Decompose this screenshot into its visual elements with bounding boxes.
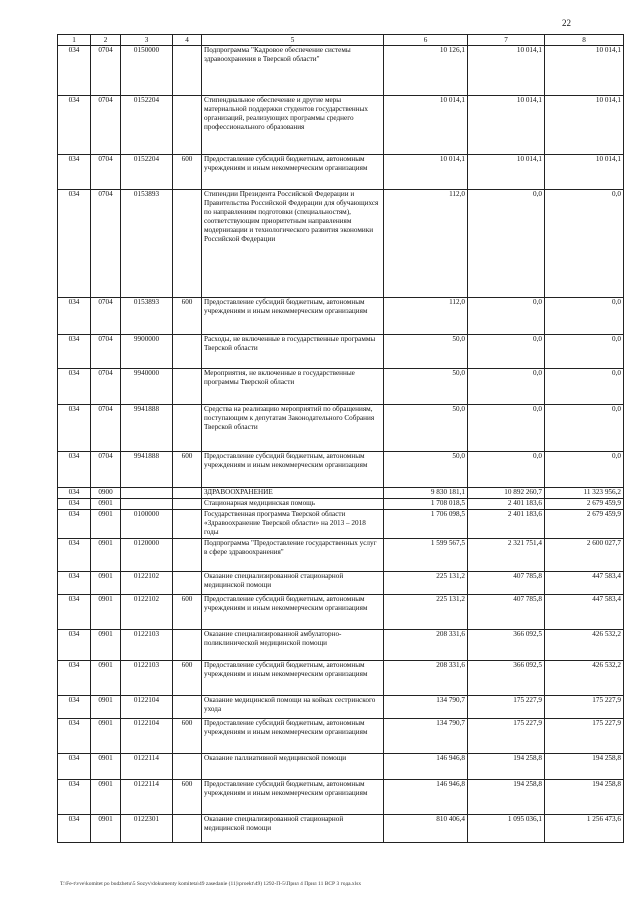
cell-amount-y1: 50,0 bbox=[384, 369, 468, 405]
table-row bbox=[58, 452, 624, 488]
cell-amount-y3: 426 532,2 bbox=[545, 630, 624, 661]
cell-description: Оказание специализированной амбулаторно-поликлинической медицинской помощи bbox=[202, 630, 384, 661]
table-row bbox=[58, 572, 624, 595]
cell-amount-y3: 10 014,1 bbox=[545, 96, 624, 155]
cell-amount-y2: 10 014,1 bbox=[468, 96, 545, 155]
cell-amount-y1: 10 014,1 bbox=[384, 155, 468, 190]
cell-amount-y3: 2 679 459,9 bbox=[545, 499, 624, 510]
cell-amount-y2: 366 092,5 bbox=[468, 661, 545, 696]
cell-target-article: 0122114 bbox=[121, 754, 173, 780]
cell-expense-type bbox=[173, 630, 202, 661]
cell-amount-y3: 2 679 459,9 bbox=[545, 510, 624, 539]
cell-admin-code: 034 bbox=[58, 155, 91, 190]
cell-amount-y1: 112,0 bbox=[384, 298, 468, 335]
cell-admin-code: 034 bbox=[58, 190, 91, 298]
cell-expense-type bbox=[173, 510, 202, 539]
cell-expense-type bbox=[173, 190, 202, 298]
cell-section: 0704 bbox=[91, 335, 121, 369]
cell-admin-code: 034 bbox=[58, 510, 91, 539]
cell-description: ЗДРАВООХРАНЕНИЕ bbox=[202, 488, 384, 499]
table-body bbox=[58, 46, 624, 843]
table-row bbox=[58, 510, 624, 539]
cell-target-article: 0153893 bbox=[121, 190, 173, 298]
cell-target-article: 0100000 bbox=[121, 510, 173, 539]
cell-admin-code: 034 bbox=[58, 815, 91, 843]
cell-admin-code: 034 bbox=[58, 754, 91, 780]
column-header: 5 bbox=[202, 35, 384, 46]
cell-amount-y2: 407 785,8 bbox=[468, 572, 545, 595]
cell-description: Предоставление субсидий бюджетным, автономным учреждениям и иным некоммерческим организациям bbox=[202, 452, 384, 488]
column-header: 8 bbox=[545, 35, 624, 46]
table-row bbox=[58, 630, 624, 661]
cell-amount-y3: 447 583,4 bbox=[545, 572, 624, 595]
cell-amount-y3: 10 014,1 bbox=[545, 155, 624, 190]
table-row bbox=[58, 46, 624, 96]
cell-section: 0901 bbox=[91, 499, 121, 510]
cell-amount-y3: 10 014,1 bbox=[545, 46, 624, 96]
cell-target-article: 0122102 bbox=[121, 572, 173, 595]
table-row bbox=[58, 335, 624, 369]
cell-section: 0901 bbox=[91, 661, 121, 696]
cell-amount-y3: 1 256 473,6 bbox=[545, 815, 624, 843]
cell-amount-y3: 2 600 027,7 bbox=[545, 539, 624, 572]
cell-target-article bbox=[121, 499, 173, 510]
cell-amount-y2: 194 258,8 bbox=[468, 780, 545, 815]
cell-amount-y1: 1 706 098,5 bbox=[384, 510, 468, 539]
cell-section: 0704 bbox=[91, 452, 121, 488]
cell-section: 0901 bbox=[91, 719, 121, 754]
cell-description: Оказание медицинской помощи на койках сестринского ухода bbox=[202, 696, 384, 719]
cell-amount-y3: 0,0 bbox=[545, 335, 624, 369]
table-row bbox=[58, 405, 624, 452]
cell-amount-y3: 0,0 bbox=[545, 452, 624, 488]
cell-admin-code: 034 bbox=[58, 719, 91, 754]
cell-description: Предоставление субсидий бюджетным, автономным учреждениям и иным некоммерческим организациям bbox=[202, 661, 384, 696]
table-row bbox=[58, 661, 624, 696]
table-row bbox=[58, 298, 624, 335]
cell-description: Мероприятия, не включенные в государственные программы Тверской области bbox=[202, 369, 384, 405]
cell-admin-code: 034 bbox=[58, 780, 91, 815]
cell-description: Предоставление субсидий бюджетным, автономным учреждениям и иным некоммерческим организациям bbox=[202, 155, 384, 190]
cell-admin-code: 034 bbox=[58, 369, 91, 405]
cell-admin-code: 034 bbox=[58, 488, 91, 499]
cell-admin-code: 034 bbox=[58, 661, 91, 696]
table-row bbox=[58, 499, 624, 510]
cell-expense-type: 600 bbox=[173, 155, 202, 190]
cell-amount-y3: 175 227,9 bbox=[545, 719, 624, 754]
cell-description: Подпрограмма "Кадровое обеспечение системы здравоохранения в Тверской области" bbox=[202, 46, 384, 96]
cell-amount-y1: 208 331,6 bbox=[384, 661, 468, 696]
cell-amount-y2: 10 892 260,7 bbox=[468, 488, 545, 499]
table-row bbox=[58, 539, 624, 572]
budget-table bbox=[57, 34, 624, 843]
cell-amount-y1: 1 599 567,5 bbox=[384, 539, 468, 572]
cell-amount-y2: 0,0 bbox=[468, 452, 545, 488]
column-header: 3 bbox=[121, 35, 173, 46]
cell-section: 0901 bbox=[91, 696, 121, 719]
cell-section: 0901 bbox=[91, 630, 121, 661]
cell-amount-y3: 0,0 bbox=[545, 298, 624, 335]
cell-expense-type bbox=[173, 572, 202, 595]
column-header: 1 bbox=[58, 35, 91, 46]
cell-amount-y1: 134 790,7 bbox=[384, 719, 468, 754]
table-row bbox=[58, 754, 624, 780]
cell-amount-y1: 146 946,8 bbox=[384, 754, 468, 780]
cell-target-article: 0120000 bbox=[121, 539, 173, 572]
cell-amount-y2: 0,0 bbox=[468, 369, 545, 405]
cell-amount-y2: 194 258,8 bbox=[468, 754, 545, 780]
cell-amount-y1: 810 406,4 bbox=[384, 815, 468, 843]
cell-amount-y1: 1 708 018,5 bbox=[384, 499, 468, 510]
file-path-footer: T:\Fe-t\vve\komitet po budzhetu\5 Sozyv\dokumenty komiteta\49 zasedanie (11)\proekt\49) 1292-П-5\Прил 4 Прил 11 ВСР 3 года.xlsx bbox=[60, 881, 362, 887]
cell-amount-y3: 175 227,9 bbox=[545, 696, 624, 719]
table-row bbox=[58, 155, 624, 190]
table-row bbox=[58, 190, 624, 298]
cell-amount-y1: 10 014,1 bbox=[384, 96, 468, 155]
cell-target-article: 9940000 bbox=[121, 369, 173, 405]
column-header: 6 bbox=[384, 35, 468, 46]
cell-admin-code: 034 bbox=[58, 595, 91, 630]
cell-amount-y1: 146 946,8 bbox=[384, 780, 468, 815]
cell-target-article: 0122301 bbox=[121, 815, 173, 843]
cell-description: Оказание специализированной стационарной медицинской помощи bbox=[202, 815, 384, 843]
cell-section: 0901 bbox=[91, 572, 121, 595]
cell-amount-y3: 0,0 bbox=[545, 369, 624, 405]
cell-admin-code: 034 bbox=[58, 696, 91, 719]
cell-expense-type bbox=[173, 754, 202, 780]
cell-description: Предоставление субсидий бюджетным, автономным учреждениям и иным некоммерческим организациям bbox=[202, 719, 384, 754]
cell-target-article: 9900000 bbox=[121, 335, 173, 369]
cell-amount-y1: 112,0 bbox=[384, 190, 468, 298]
cell-admin-code: 034 bbox=[58, 96, 91, 155]
cell-expense-type bbox=[173, 46, 202, 96]
table-row bbox=[58, 719, 624, 754]
cell-target-article: 0122102 bbox=[121, 595, 173, 630]
cell-expense-type: 600 bbox=[173, 452, 202, 488]
cell-amount-y2: 0,0 bbox=[468, 405, 545, 452]
cell-expense-type: 600 bbox=[173, 298, 202, 335]
cell-expense-type bbox=[173, 539, 202, 572]
cell-expense-type bbox=[173, 696, 202, 719]
cell-section: 0704 bbox=[91, 155, 121, 190]
column-header: 2 bbox=[91, 35, 121, 46]
cell-amount-y2: 0,0 bbox=[468, 190, 545, 298]
cell-target-article: 0152204 bbox=[121, 96, 173, 155]
cell-description: Стипендии Президента Российской Федерации и Правительства Российской Федерации для обучающихся по направлениям подготовки (специальностям), соответствующим приоритетным направлениям модернизации и технологического развития экономики Российской Федерации bbox=[202, 190, 384, 298]
cell-amount-y2: 407 785,8 bbox=[468, 595, 545, 630]
cell-admin-code: 034 bbox=[58, 499, 91, 510]
cell-expense-type: 600 bbox=[173, 719, 202, 754]
cell-amount-y3: 447 583,4 bbox=[545, 595, 624, 630]
cell-amount-y2: 366 092,5 bbox=[468, 630, 545, 661]
cell-amount-y1: 10 126,1 bbox=[384, 46, 468, 96]
cell-amount-y3: 426 532,2 bbox=[545, 661, 624, 696]
table-row bbox=[58, 696, 624, 719]
table-row bbox=[58, 780, 624, 815]
table-row bbox=[58, 96, 624, 155]
cell-expense-type bbox=[173, 335, 202, 369]
cell-amount-y1: 134 790,7 bbox=[384, 696, 468, 719]
cell-target-article: 0122104 bbox=[121, 719, 173, 754]
cell-amount-y2: 0,0 bbox=[468, 298, 545, 335]
cell-description: Стипендиальное обеспечение и другие меры материальной поддержки студентов государственных организаций, реализующих программы среднего профессионального образования bbox=[202, 96, 384, 155]
cell-amount-y2: 175 227,9 bbox=[468, 696, 545, 719]
cell-section: 0901 bbox=[91, 815, 121, 843]
cell-expense-type: 600 bbox=[173, 595, 202, 630]
page-number: 22 bbox=[562, 18, 571, 28]
cell-amount-y1: 225 131,2 bbox=[384, 595, 468, 630]
cell-description: Предоставление субсидий бюджетным, автономным учреждениям и иным некоммерческим организациям bbox=[202, 298, 384, 335]
cell-section: 0704 bbox=[91, 369, 121, 405]
cell-target-article bbox=[121, 488, 173, 499]
cell-description: Подпрограмма "Предоставление государственных услуг в сфере здравоохранения" bbox=[202, 539, 384, 572]
cell-description: Оказание паллиативной медицинской помощи bbox=[202, 754, 384, 780]
cell-section: 0901 bbox=[91, 754, 121, 780]
cell-admin-code: 034 bbox=[58, 452, 91, 488]
cell-section: 0901 bbox=[91, 780, 121, 815]
cell-section: 0901 bbox=[91, 595, 121, 630]
column-header: 7 bbox=[468, 35, 545, 46]
cell-amount-y2: 10 014,1 bbox=[468, 155, 545, 190]
cell-amount-y1: 225 131,2 bbox=[384, 572, 468, 595]
cell-description: Государственная программа Тверской области «Здравоохранение Тверской области» на 2013 – 2018 годы bbox=[202, 510, 384, 539]
cell-description: Предоставление субсидий бюджетным, автономным учреждениям и иным некоммерческим организациям bbox=[202, 780, 384, 815]
cell-section: 0901 bbox=[91, 510, 121, 539]
cell-section: 0704 bbox=[91, 46, 121, 96]
cell-amount-y2: 175 227,9 bbox=[468, 719, 545, 754]
table-row bbox=[58, 815, 624, 843]
table-row bbox=[58, 369, 624, 405]
cell-description: Стационарная медицинская помощь bbox=[202, 499, 384, 510]
cell-amount-y2: 2 401 183,6 bbox=[468, 510, 545, 539]
cell-expense-type: 600 bbox=[173, 780, 202, 815]
cell-amount-y1: 208 331,6 bbox=[384, 630, 468, 661]
table-row bbox=[58, 488, 624, 499]
cell-target-article: 9941888 bbox=[121, 452, 173, 488]
cell-amount-y2: 0,0 bbox=[468, 335, 545, 369]
cell-description: Средства на реализацию мероприятий по обращениям, поступающим к депутатам Законодательного Собрания Тверской области bbox=[202, 405, 384, 452]
cell-description: Оказание специализированной стационарной медицинской помощи bbox=[202, 572, 384, 595]
cell-admin-code: 034 bbox=[58, 405, 91, 452]
cell-amount-y2: 2 401 183,6 bbox=[468, 499, 545, 510]
cell-section: 0704 bbox=[91, 190, 121, 298]
cell-amount-y3: 194 258,8 bbox=[545, 780, 624, 815]
cell-expense-type bbox=[173, 499, 202, 510]
cell-section: 0704 bbox=[91, 96, 121, 155]
table-row bbox=[58, 595, 624, 630]
cell-section: 0900 bbox=[91, 488, 121, 499]
cell-admin-code: 034 bbox=[58, 335, 91, 369]
column-header: 4 bbox=[173, 35, 202, 46]
cell-expense-type bbox=[173, 369, 202, 405]
cell-amount-y1: 9 830 181,1 bbox=[384, 488, 468, 499]
cell-expense-type: 600 bbox=[173, 661, 202, 696]
cell-target-article: 0122104 bbox=[121, 696, 173, 719]
cell-admin-code: 034 bbox=[58, 539, 91, 572]
cell-admin-code: 034 bbox=[58, 46, 91, 96]
cell-expense-type bbox=[173, 96, 202, 155]
table-header-row bbox=[58, 35, 624, 46]
cell-admin-code: 034 bbox=[58, 572, 91, 595]
cell-amount-y1: 50,0 bbox=[384, 452, 468, 488]
cell-amount-y3: 0,0 bbox=[545, 405, 624, 452]
cell-expense-type bbox=[173, 488, 202, 499]
cell-expense-type bbox=[173, 815, 202, 843]
cell-admin-code: 034 bbox=[58, 298, 91, 335]
cell-description: Предоставление субсидий бюджетным, автономным учреждениям и иным некоммерческим организациям bbox=[202, 595, 384, 630]
cell-target-article: 0122114 bbox=[121, 780, 173, 815]
cell-description: Расходы, не включенные в государственные программы Тверской области bbox=[202, 335, 384, 369]
cell-amount-y2: 2 321 751,4 bbox=[468, 539, 545, 572]
cell-amount-y3: 194 258,8 bbox=[545, 754, 624, 780]
cell-amount-y2: 1 095 036,1 bbox=[468, 815, 545, 843]
cell-admin-code: 034 bbox=[58, 630, 91, 661]
cell-section: 0704 bbox=[91, 405, 121, 452]
cell-target-article: 0152204 bbox=[121, 155, 173, 190]
cell-amount-y1: 50,0 bbox=[384, 405, 468, 452]
cell-expense-type bbox=[173, 405, 202, 452]
cell-amount-y3: 11 323 956,2 bbox=[545, 488, 624, 499]
cell-target-article: 9941888 bbox=[121, 405, 173, 452]
cell-section: 0704 bbox=[91, 298, 121, 335]
cell-amount-y3: 0,0 bbox=[545, 190, 624, 298]
cell-target-article: 0153893 bbox=[121, 298, 173, 335]
cell-amount-y2: 10 014,1 bbox=[468, 46, 545, 96]
cell-amount-y1: 50,0 bbox=[384, 335, 468, 369]
cell-section: 0901 bbox=[91, 539, 121, 572]
cell-target-article: 0122103 bbox=[121, 630, 173, 661]
cell-target-article: 0150000 bbox=[121, 46, 173, 96]
cell-target-article: 0122103 bbox=[121, 661, 173, 696]
